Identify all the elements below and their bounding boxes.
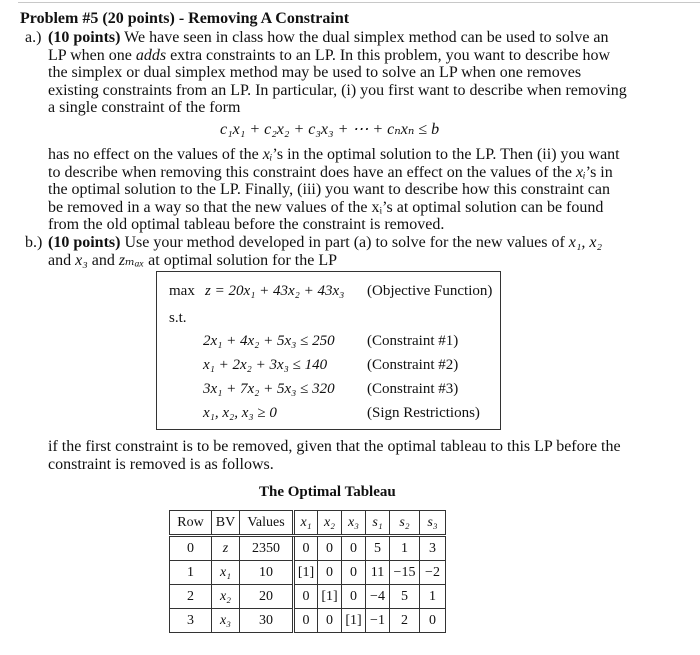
lp-constraint-1-label: (Constraint #1) bbox=[367, 333, 459, 349]
table-cell: [1] bbox=[342, 609, 366, 633]
table-cell: 3 bbox=[170, 609, 212, 633]
table-cell: 3 bbox=[420, 536, 446, 561]
table-cell: 2 bbox=[390, 609, 420, 633]
table-cell: 0 bbox=[342, 536, 366, 561]
col-header-s2: s₂ bbox=[390, 511, 420, 536]
table-cell: −4 bbox=[366, 585, 390, 609]
col-header-x1: x₁ bbox=[294, 511, 318, 536]
table-cell: 5 bbox=[390, 585, 420, 609]
table-cell: x₃ bbox=[212, 609, 240, 633]
table-cell: 0 bbox=[170, 536, 212, 561]
top-divider bbox=[18, 2, 700, 3]
table-cell: 0 bbox=[294, 585, 318, 609]
part-a-points: (10 points) bbox=[48, 29, 121, 46]
table-cell: 20 bbox=[240, 585, 294, 609]
lp-sign-restrictions-label: (Sign Restrictions) bbox=[367, 405, 480, 421]
part-a-p2-line-1: has no effect on the values of the xᵢ’s in the optimal solution to the LP. Then (ii) you want bbox=[48, 146, 620, 163]
tableau-row-3 bbox=[170, 609, 446, 633]
lp-constraint-3-label: (Constraint #3) bbox=[367, 381, 459, 397]
tableau-row-1 bbox=[170, 561, 446, 585]
table-cell: 2 bbox=[170, 585, 212, 609]
table-cell: [1] bbox=[294, 561, 318, 585]
table-cell: 0 bbox=[342, 561, 366, 585]
table-cell: 0 bbox=[294, 609, 318, 633]
tableau-row-2 bbox=[170, 585, 446, 609]
table-cell: [1] bbox=[318, 585, 342, 609]
table-cell: −2 bbox=[420, 561, 446, 585]
part-a-line-5: a single constraint of the form bbox=[48, 99, 241, 117]
table-cell: −1 bbox=[366, 609, 390, 633]
table-cell: 30 bbox=[240, 609, 294, 633]
table-cell: 11 bbox=[366, 561, 390, 585]
table-cell: 0 bbox=[420, 609, 446, 633]
lp-sign-restrictions-expr: x₁, x₂, x₃ ≥ 0 bbox=[203, 405, 277, 421]
constraint-equation: c₁x₁ + c₂x₂ + c₃x₃ + ⋯ + cₙxₙ ≤ b bbox=[220, 121, 440, 138]
col-header-x2: x₂ bbox=[318, 511, 342, 536]
part-b-paragraph bbox=[48, 234, 620, 269]
part-b-line-1: (10 points) Use your method developed in part (a) to solve for the new values of x₁, x₂ bbox=[48, 234, 603, 251]
part-a-p2-line-5: from the old optimal tableau before the constraint is removed. bbox=[48, 216, 445, 234]
lp-st: s.t. bbox=[169, 310, 187, 326]
part-b-after-line-1: if the first constraint is to be removed, given that the optimal tableau to this LP before the bbox=[48, 438, 621, 455]
col-header-bv: BV bbox=[212, 511, 240, 536]
part-a-p2-line-2: to describe when removing this constraint does have an effect on the values of the xᵢ’s in bbox=[48, 163, 613, 181]
table-cell: 0 bbox=[342, 585, 366, 609]
lp-constraint-2-expr: x₁ + 2x₂ + 3x₃ ≤ 140 bbox=[203, 357, 328, 373]
table-cell: 1 bbox=[420, 585, 446, 609]
part-a-paragraph bbox=[48, 29, 627, 117]
table-cell: 10 bbox=[240, 561, 294, 585]
lp-constraint-1-expr: 2x₁ + 4x₂ + 5x₃ ≤ 250 bbox=[203, 333, 335, 349]
table-cell: 5 bbox=[366, 536, 390, 561]
lp-objective-prefix: max bbox=[169, 283, 195, 299]
problem-title: Problem #5 (20 points) - Removing A Constraint bbox=[20, 10, 350, 27]
part-b-label: b.) bbox=[25, 234, 43, 251]
part-b-points: (10 points) bbox=[48, 234, 121, 251]
lp-objective-label: (Objective Function) bbox=[367, 283, 493, 299]
part-a-paragraph-2 bbox=[48, 146, 620, 234]
table-cell: 0 bbox=[294, 536, 318, 561]
optimal-tableau bbox=[169, 510, 446, 633]
part-a-line-2: LP when one adds extra constraints to an LP. In this problem, you want to describe how bbox=[48, 46, 610, 64]
col-header-x3: x₃ bbox=[342, 511, 366, 536]
lp-objective-expr: z = 20x₁ + 43x₂ + 43x₃ bbox=[205, 283, 345, 299]
table-cell: x₂ bbox=[212, 585, 240, 609]
part-a-line-3: the simplex or dual simplex method may be used to solve an LP when one removes bbox=[48, 64, 582, 82]
table-cell: −15 bbox=[390, 561, 420, 585]
lp-constraint-2-label: (Constraint #2) bbox=[367, 357, 459, 373]
col-header-values: Values bbox=[240, 511, 294, 536]
table-cell: x₁ bbox=[212, 561, 240, 585]
lp-constraint-3-expr: 3x₁ + 7x₂ + 5x₃ ≤ 320 bbox=[203, 381, 335, 397]
col-header-s1: s₁ bbox=[366, 511, 390, 536]
part-a-p2-line-4: be removed in a way so that the new values of the xᵢ’s at optimal solution can be found bbox=[48, 198, 604, 216]
tableau-row-0 bbox=[170, 536, 446, 561]
table-cell: 0 bbox=[318, 609, 342, 633]
table-cell: 0 bbox=[318, 536, 342, 561]
part-b-line-2: and x₃ and zₘₐₓ at optimal solution for the LP bbox=[48, 251, 338, 269]
tableau-title: The Optimal Tableau bbox=[259, 484, 396, 500]
part-b-after-text bbox=[48, 438, 620, 473]
tableau-header-row bbox=[170, 511, 446, 536]
part-a-line-4: existing constraints from an LP. In particular, (i) you first want to describe when removing bbox=[48, 81, 627, 99]
table-cell: 1 bbox=[170, 561, 212, 585]
part-a-line-1: (10 points) We have seen in class how the dual simplex method can be used to solve an bbox=[48, 29, 609, 46]
table-cell: 1 bbox=[390, 536, 420, 561]
part-a-label: a.) bbox=[25, 29, 42, 46]
table-cell: z bbox=[212, 536, 240, 561]
lp-formulation-box bbox=[156, 271, 501, 430]
col-header-row: Row bbox=[170, 511, 212, 536]
table-cell: 0 bbox=[318, 561, 342, 585]
col-header-s3: s₃ bbox=[420, 511, 446, 536]
table-cell: 2350 bbox=[240, 536, 294, 561]
part-b-after-line-2: constraint is removed is as follows. bbox=[48, 455, 274, 473]
part-a-p2-line-3: the optimal solution to the LP. Finally, (iii) you want to describe how this constraint can bbox=[48, 181, 610, 199]
